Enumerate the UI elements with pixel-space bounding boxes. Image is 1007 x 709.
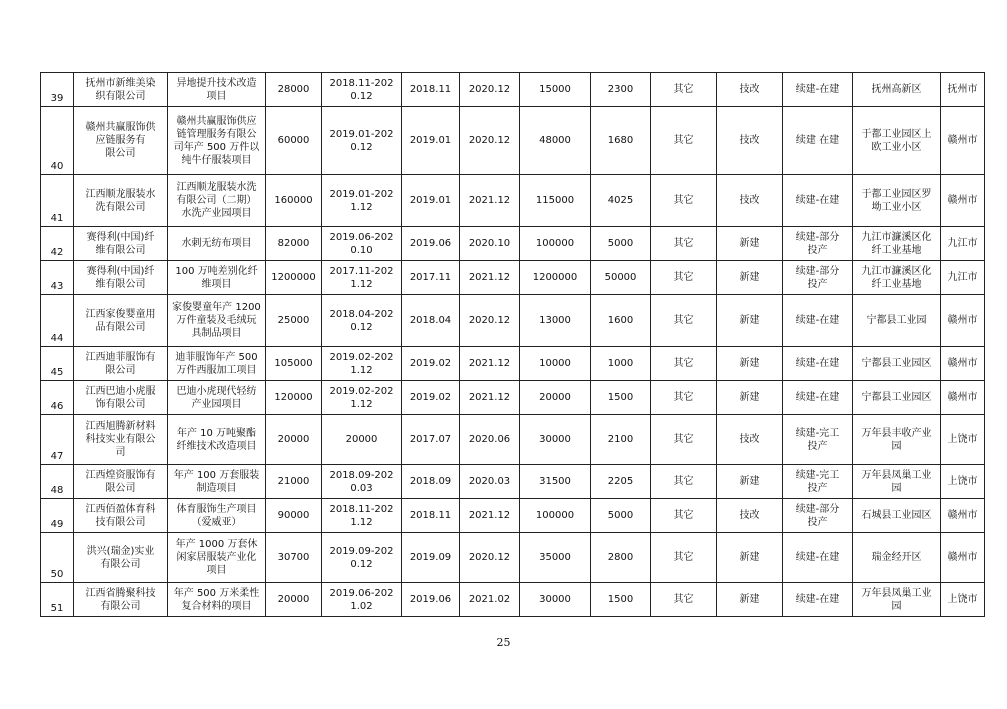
jobs-cell: 1500: [591, 583, 651, 617]
table-row: [41, 295, 985, 347]
jobs-cell: 5000: [591, 499, 651, 533]
project-name-cell: 巴迪小虎现代轻纺 产业园项目: [168, 381, 266, 415]
project-name-cell: 异地提升技术改造 项目: [168, 73, 266, 107]
table-row: [41, 465, 985, 499]
table-row: [41, 583, 985, 617]
total-investment-cell: 28000: [266, 73, 322, 107]
city-cell: 赣州市: [941, 499, 985, 533]
row-number-cell: 39: [41, 73, 74, 107]
project-table: [40, 72, 985, 617]
end-date-cell: 2021.12: [460, 381, 520, 415]
city-cell: 上饶市: [941, 583, 985, 617]
jobs-cell: 2800: [591, 533, 651, 583]
city-cell: 赣州市: [941, 175, 985, 227]
start-date-cell: 2019.02: [402, 347, 460, 381]
table-row: [41, 347, 985, 381]
end-date-cell: 2020.12: [460, 533, 520, 583]
start-date-cell: 2019.09: [402, 533, 460, 583]
category-cell: 其它: [651, 381, 717, 415]
start-date-cell: 2018.11: [402, 73, 460, 107]
construction-period-cell: 2019.06-202 0.10: [322, 227, 402, 261]
category-cell: 其它: [651, 533, 717, 583]
end-date-cell: 2021.12: [460, 499, 520, 533]
location-cell: 万年县丰收产业 园: [853, 415, 941, 465]
company-name-cell: 赣州共赢服饰供 应链服务有 限公司: [74, 107, 168, 175]
company-name-cell: 抚州市新维美染 织有限公司: [74, 73, 168, 107]
status-cell: 续建-部分 投产: [783, 261, 853, 295]
location-cell: 宁都县工业园区: [853, 347, 941, 381]
project-type-cell: 新建: [717, 261, 783, 295]
company-name-cell: 江西佰盈体育科 技有限公司: [74, 499, 168, 533]
category-cell: 其它: [651, 107, 717, 175]
start-date-cell: 2018.09: [402, 465, 460, 499]
status-cell: 续建-完工 投产: [783, 415, 853, 465]
jobs-cell: 1500: [591, 381, 651, 415]
category-cell: 其它: [651, 347, 717, 381]
category-cell: 其它: [651, 73, 717, 107]
category-cell: 其它: [651, 295, 717, 347]
output-value-cell: 100000: [520, 499, 591, 533]
city-cell: 九江市: [941, 227, 985, 261]
output-value-cell: 10000: [520, 347, 591, 381]
table-row: [41, 499, 985, 533]
construction-period-cell: 2019.02-202 1.12: [322, 347, 402, 381]
company-name-cell: 江西巴迪小虎服 饰有限公司: [74, 381, 168, 415]
city-cell: 上饶市: [941, 465, 985, 499]
end-date-cell: 2021.12: [460, 261, 520, 295]
location-cell: 万年县凤巢工业 园: [853, 465, 941, 499]
status-cell: 续建 在建: [783, 107, 853, 175]
start-date-cell: 2018.04: [402, 295, 460, 347]
project-type-cell: 新建: [717, 347, 783, 381]
project-type-cell: 新建: [717, 533, 783, 583]
company-name-cell: 赛得利(中国)纤 维有限公司: [74, 227, 168, 261]
row-number-cell: 43: [41, 261, 74, 295]
jobs-cell: 4025: [591, 175, 651, 227]
project-name-cell: 年产 100 万套服装 制造项目: [168, 465, 266, 499]
project-type-cell: 技改: [717, 499, 783, 533]
end-date-cell: 2021.12: [460, 347, 520, 381]
total-investment-cell: 105000: [266, 347, 322, 381]
start-date-cell: 2017.11: [402, 261, 460, 295]
project-name-cell: 江西顺龙服装水洗 有限公司（二期） 水洗产业园项目: [168, 175, 266, 227]
total-investment-cell: 60000: [266, 107, 322, 175]
construction-period-cell: 2017.11-202 1.12: [322, 261, 402, 295]
project-name-cell: 年产 10 万吨聚酯 纤维技术改造项目: [168, 415, 266, 465]
construction-period-cell: 2018.11-202 0.12: [322, 73, 402, 107]
category-cell: 其它: [651, 465, 717, 499]
output-value-cell: 1200000: [520, 261, 591, 295]
total-investment-cell: 25000: [266, 295, 322, 347]
company-name-cell: 江西旭腾新材料 科技实业有限公 司: [74, 415, 168, 465]
status-cell: 续建-在建: [783, 347, 853, 381]
row-number-cell: 45: [41, 347, 74, 381]
category-cell: 其它: [651, 499, 717, 533]
construction-period-cell: 2019.06-202 1.02: [322, 583, 402, 617]
status-cell: 续建-在建: [783, 381, 853, 415]
category-cell: 其它: [651, 261, 717, 295]
location-cell: 于都工业园区上 欧工业小区: [853, 107, 941, 175]
end-date-cell: 2021.12: [460, 175, 520, 227]
location-cell: 宁都县工业园区: [853, 381, 941, 415]
table-row: [41, 227, 985, 261]
project-type-cell: 技改: [717, 415, 783, 465]
construction-period-cell: 20000: [322, 415, 402, 465]
construction-period-cell: 2019.01-202 1.12: [322, 175, 402, 227]
end-date-cell: 2021.02: [460, 583, 520, 617]
project-type-cell: 新建: [717, 583, 783, 617]
status-cell: 续建-在建: [783, 175, 853, 227]
location-cell: 抚州高新区: [853, 73, 941, 107]
city-cell: 赣州市: [941, 533, 985, 583]
status-cell: 续建-部分 投产: [783, 499, 853, 533]
project-name-cell: 水刺无纺布项目: [168, 227, 266, 261]
output-value-cell: 31500: [520, 465, 591, 499]
end-date-cell: 2020.12: [460, 73, 520, 107]
row-number-cell: 47: [41, 415, 74, 465]
category-cell: 其它: [651, 583, 717, 617]
output-value-cell: 115000: [520, 175, 591, 227]
start-date-cell: 2018.11: [402, 499, 460, 533]
status-cell: 续建-部分 投产: [783, 227, 853, 261]
status-cell: 续建-完工 投产: [783, 465, 853, 499]
row-number-cell: 44: [41, 295, 74, 347]
project-name-cell: 年产 500 万米柔性 复合材料的项目: [168, 583, 266, 617]
start-date-cell: 2019.01: [402, 107, 460, 175]
category-cell: 其它: [651, 175, 717, 227]
company-name-cell: 赛得利(中国)纤 维有限公司: [74, 261, 168, 295]
end-date-cell: 2020.06: [460, 415, 520, 465]
output-value-cell: 30000: [520, 415, 591, 465]
total-investment-cell: 120000: [266, 381, 322, 415]
total-investment-cell: 82000: [266, 227, 322, 261]
project-type-cell: 新建: [717, 465, 783, 499]
row-number-cell: 40: [41, 107, 74, 175]
city-cell: 赣州市: [941, 107, 985, 175]
jobs-cell: 2205: [591, 465, 651, 499]
output-value-cell: 30000: [520, 583, 591, 617]
status-cell: 续建-在建: [783, 295, 853, 347]
start-date-cell: 2017.07: [402, 415, 460, 465]
jobs-cell: 1600: [591, 295, 651, 347]
row-number-cell: 42: [41, 227, 74, 261]
jobs-cell: 1000: [591, 347, 651, 381]
project-name-cell: 迪菲服饰年产 500 万件西服加工项目: [168, 347, 266, 381]
city-cell: 抚州市: [941, 73, 985, 107]
project-type-cell: 技改: [717, 175, 783, 227]
project-type-cell: 新建: [717, 381, 783, 415]
total-investment-cell: 20000: [266, 583, 322, 617]
project-type-cell: 新建: [717, 295, 783, 347]
company-name-cell: 江西煌资服饰有 限公司: [74, 465, 168, 499]
status-cell: 续建-在建: [783, 73, 853, 107]
output-value-cell: 15000: [520, 73, 591, 107]
total-investment-cell: 90000: [266, 499, 322, 533]
project-name-cell: 体育服饰生产项目 （爱威亚）: [168, 499, 266, 533]
city-cell: 九江市: [941, 261, 985, 295]
city-cell: 赣州市: [941, 347, 985, 381]
output-value-cell: 48000: [520, 107, 591, 175]
total-investment-cell: 30700: [266, 533, 322, 583]
end-date-cell: 2020.03: [460, 465, 520, 499]
construction-period-cell: 2019.02-202 1.12: [322, 381, 402, 415]
city-cell: 上饶市: [941, 415, 985, 465]
company-name-cell: 江西迪菲服饰有 限公司: [74, 347, 168, 381]
table-body: [41, 73, 985, 617]
total-investment-cell: 160000: [266, 175, 322, 227]
construction-period-cell: 2019.01-202 0.12: [322, 107, 402, 175]
row-number-cell: 51: [41, 583, 74, 617]
company-name-cell: 洪兴(瑞金)实业 有限公司: [74, 533, 168, 583]
city-cell: 赣州市: [941, 295, 985, 347]
end-date-cell: 2020.12: [460, 295, 520, 347]
location-cell: 于都工业园区罗 坳工业小区: [853, 175, 941, 227]
table-row: [41, 107, 985, 175]
project-name-cell: 年产 1000 万套休 闲家居服装产业化 项目: [168, 533, 266, 583]
start-date-cell: 2019.01: [402, 175, 460, 227]
city-cell: 赣州市: [941, 381, 985, 415]
total-investment-cell: 1200000: [266, 261, 322, 295]
page-number: 25: [496, 636, 511, 649]
category-cell: 其它: [651, 415, 717, 465]
end-date-cell: 2020.10: [460, 227, 520, 261]
company-name-cell: 江西省腾聚科技 有限公司: [74, 583, 168, 617]
output-value-cell: 13000: [520, 295, 591, 347]
jobs-cell: 2300: [591, 73, 651, 107]
start-date-cell: 2019.06: [402, 583, 460, 617]
jobs-cell: 2100: [591, 415, 651, 465]
jobs-cell: 50000: [591, 261, 651, 295]
project-name-cell: 家俊婴童年产 1200 万件童装及毛绒玩 具制品项目: [168, 295, 266, 347]
table-row: [41, 175, 985, 227]
start-date-cell: 2019.06: [402, 227, 460, 261]
project-name-cell: 100 万吨差别化纤 维项目: [168, 261, 266, 295]
location-cell: 宁都县工业园: [853, 295, 941, 347]
category-cell: 其它: [651, 227, 717, 261]
output-value-cell: 20000: [520, 381, 591, 415]
end-date-cell: 2020.12: [460, 107, 520, 175]
project-name-cell: 赣州共赢服饰供应 链管理服务有限公 司年产 500 万件以 纯牛仔服装项目: [168, 107, 266, 175]
location-cell: 瑞金经开区: [853, 533, 941, 583]
row-number-cell: 49: [41, 499, 74, 533]
status-cell: 续建-在建: [783, 533, 853, 583]
construction-period-cell: 2018.04-202 0.12: [322, 295, 402, 347]
jobs-cell: 5000: [591, 227, 651, 261]
location-cell: 九江市濂溪区化 纤工业基地: [853, 261, 941, 295]
construction-period-cell: 2018.11-202 1.12: [322, 499, 402, 533]
output-value-cell: 35000: [520, 533, 591, 583]
table-row: [41, 261, 985, 295]
table-row: [41, 73, 985, 107]
construction-period-cell: 2019.09-202 0.12: [322, 533, 402, 583]
row-number-cell: 46: [41, 381, 74, 415]
table-row: [41, 533, 985, 583]
company-name-cell: 江西顺龙服装水 洗有限公司: [74, 175, 168, 227]
row-number-cell: 48: [41, 465, 74, 499]
row-number-cell: 50: [41, 533, 74, 583]
project-type-cell: 技改: [717, 107, 783, 175]
row-number-cell: 41: [41, 175, 74, 227]
company-name-cell: 江西家俊婴童用 品有限公司: [74, 295, 168, 347]
jobs-cell: 1680: [591, 107, 651, 175]
table-row: [41, 415, 985, 465]
project-type-cell: 技改: [717, 73, 783, 107]
construction-period-cell: 2018.09-202 0.03: [322, 465, 402, 499]
total-investment-cell: 21000: [266, 465, 322, 499]
total-investment-cell: 20000: [266, 415, 322, 465]
start-date-cell: 2019.02: [402, 381, 460, 415]
project-type-cell: 新建: [717, 227, 783, 261]
location-cell: 石城县工业园区: [853, 499, 941, 533]
status-cell: 续建-在建: [783, 583, 853, 617]
location-cell: 九江市濂溪区化 纤工业基地: [853, 227, 941, 261]
location-cell: 万年县凤巢工业 园: [853, 583, 941, 617]
table-row: [41, 381, 985, 415]
output-value-cell: 100000: [520, 227, 591, 261]
